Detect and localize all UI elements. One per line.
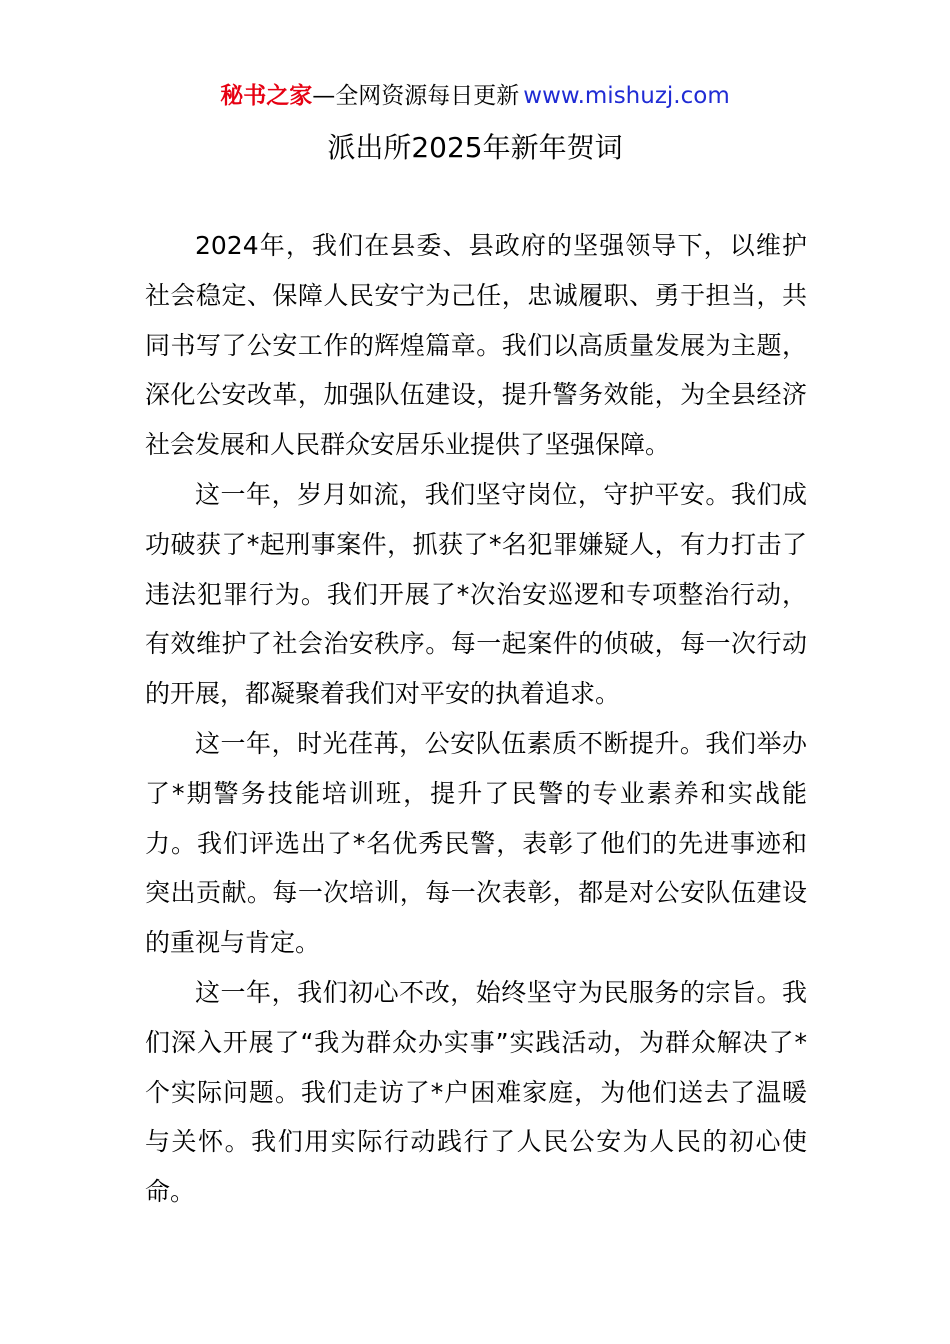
paragraph: 这一年，岁月如流，我们坚守岗位，守护平安。我们成功破获了*起刑事案件，抓获了*名犯罪嫌疑人，有力打击了违法犯罪行为。我们开展了*次治安巡逻和专项整治行动，有效维护了社会治安秩序。每一起案件的侦破，每一次行动的开展，都凝聚着我们对平安的执着追求。 <box>145 479 807 709</box>
site-url-link[interactable]: www.mishuzj.com <box>523 83 730 109</box>
document-title: 派出所2025年新年贺词 <box>327 131 623 164</box>
document-body <box>145 221 807 1217</box>
paragraph: 这一年，我们初心不改，始终坚守为民服务的宗旨。我们深入开展了“我为群众办实事”实践活动，为群众解决了*个实际问题。我们走访了*户困难家庭，为他们送去了温暖与关怀。我们用实际行动践行了人民公安为人民的初心使命。 <box>145 977 807 1207</box>
paragraph: 这一年，时光荏苒，公安队伍素质不断提升。我们举办了*期警务技能培训班，提升了民警的专业素养和实战能力。我们评选出了*名优秀民警，表彰了他们的先进事迹和突出贡献。每一次培训，每一次表彰，都是对公安队伍建设的重视与肯定。 <box>145 728 807 958</box>
site-brand: 秘书之家 <box>220 83 313 109</box>
paragraph: 2024年，我们在县委、县政府的坚强领导下，以维护社会稳定、保障人民安宁为己任，忠诚履职、勇于担当，共同书写了公安工作的辉煌篇章。我们以高质量发展为主题，深化公安改革，加强队伍建设，提升警务效能，为全县经济社会发展和人民群众安居乐业提供了坚强保障。 <box>145 231 807 460</box>
site-tagline: —全网资源每日更新 <box>312 83 520 109</box>
site-header <box>0 80 950 112</box>
